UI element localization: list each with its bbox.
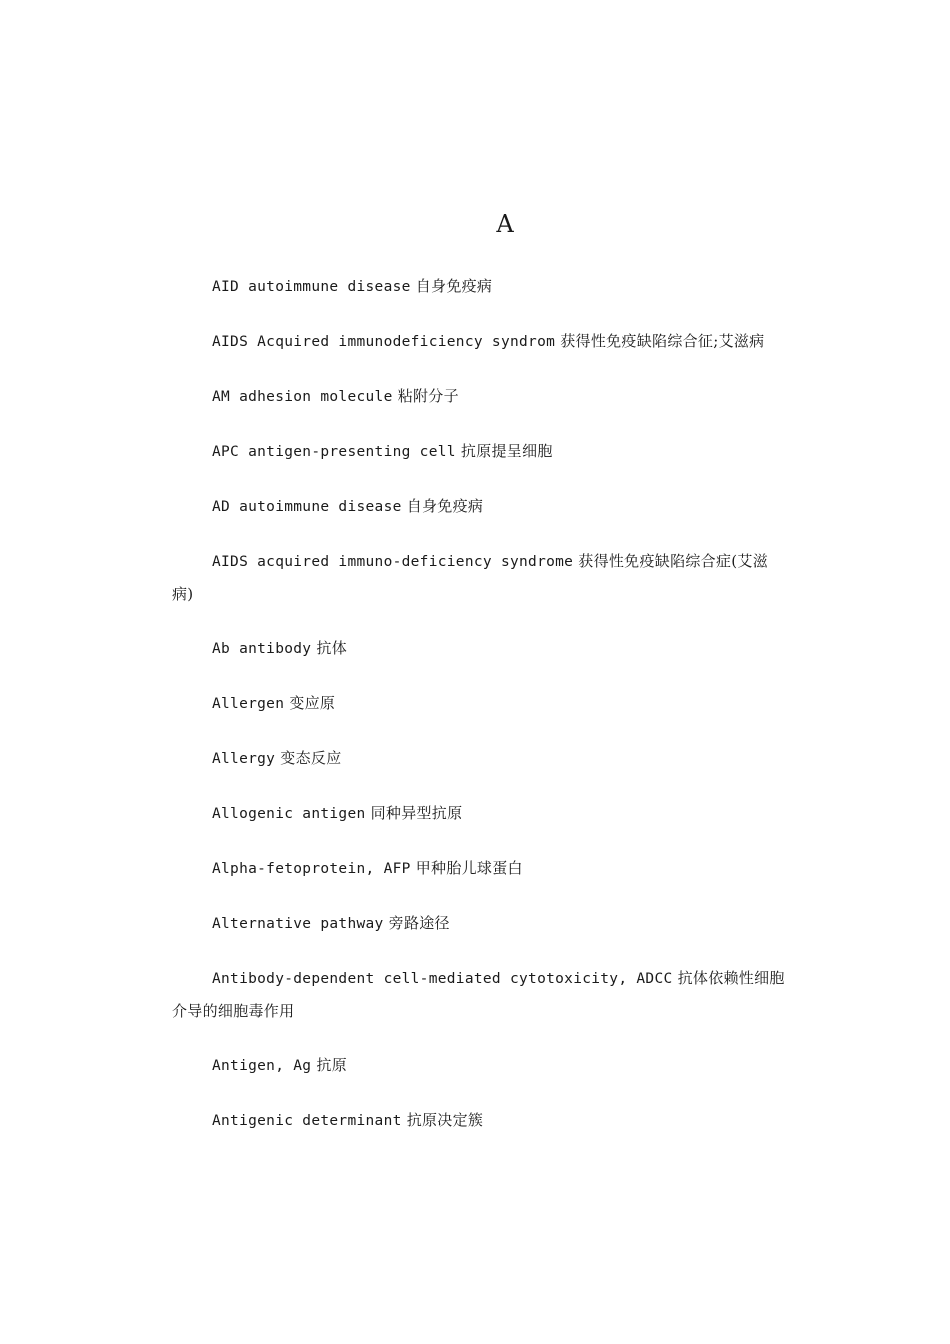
- entry-term: Ab antibody: [212, 641, 312, 657]
- entry-term: AIDS acquired immuno-deficiency syndrome: [212, 554, 574, 570]
- entry-term: Alpha-fetoprotein, AFP: [212, 861, 411, 877]
- glossary-entry: [172, 907, 788, 940]
- entry-translation: 获得性免疫缺陷综合征;艾滋病: [560, 332, 765, 350]
- glossary-entry: [172, 490, 788, 523]
- entry-term: AM adhesion molecule: [212, 389, 393, 405]
- entry-translation: 旁路途径: [388, 914, 450, 932]
- entry-translation: 自身免疫病: [406, 497, 484, 515]
- entry-translation: 抗体: [316, 639, 348, 657]
- entry-term: Antigen, Ag: [212, 1058, 312, 1074]
- entry-term: AID autoimmune disease: [212, 279, 411, 295]
- glossary-entry: [172, 687, 788, 720]
- glossary-entry: [172, 632, 788, 665]
- entry-term: APC antigen-presenting cell: [212, 444, 456, 460]
- entry-term: Antigenic determinant: [212, 1113, 402, 1129]
- glossary-entry: [172, 1049, 788, 1082]
- glossary-entry: [172, 962, 788, 1027]
- entry-term: Alternative pathway: [212, 916, 384, 932]
- glossary-entry: [172, 742, 788, 775]
- entry-translation: 抗原: [316, 1056, 348, 1074]
- entry-translation: 自身免疫病: [415, 277, 493, 295]
- entry-translation: 抗原提呈细胞: [460, 442, 553, 460]
- entry-translation: 获得性免疫缺陷综合症(艾滋病): [172, 552, 769, 603]
- glossary-entry: [172, 380, 788, 413]
- entry-translation: 同种异型抗原: [370, 804, 463, 822]
- entry-term: Antibody-dependent cell-mediated cytotoxicity, ADCC: [212, 971, 673, 987]
- entry-translation: 抗原决定簇: [406, 1111, 484, 1129]
- section-heading: A: [496, 210, 514, 238]
- entry-term: AIDS Acquired immunodeficiency syndrom: [212, 334, 556, 350]
- entry-translation: 粘附分子: [397, 387, 459, 405]
- entry-term: Allogenic antigen: [212, 806, 366, 822]
- entry-term: Allergen: [212, 696, 285, 712]
- entry-translation: 甲种胎儿球蛋白: [415, 859, 523, 877]
- glossary-entry: [172, 797, 788, 830]
- entry-term: Allergy: [212, 751, 276, 767]
- entry-translation: 变应原: [289, 694, 336, 712]
- glossary-entry: [172, 545, 788, 610]
- entry-translation: 抗体依赖性细胞介导的细胞毒作用: [172, 969, 785, 1020]
- entry-term: AD autoimmune disease: [212, 499, 402, 515]
- glossary-entry: [172, 1104, 788, 1137]
- glossary-entry: [172, 270, 788, 303]
- entry-translation: 变态反应: [280, 749, 342, 767]
- glossary-entry: [172, 325, 788, 358]
- glossary-entry: [172, 852, 788, 885]
- glossary-entry: [172, 435, 788, 468]
